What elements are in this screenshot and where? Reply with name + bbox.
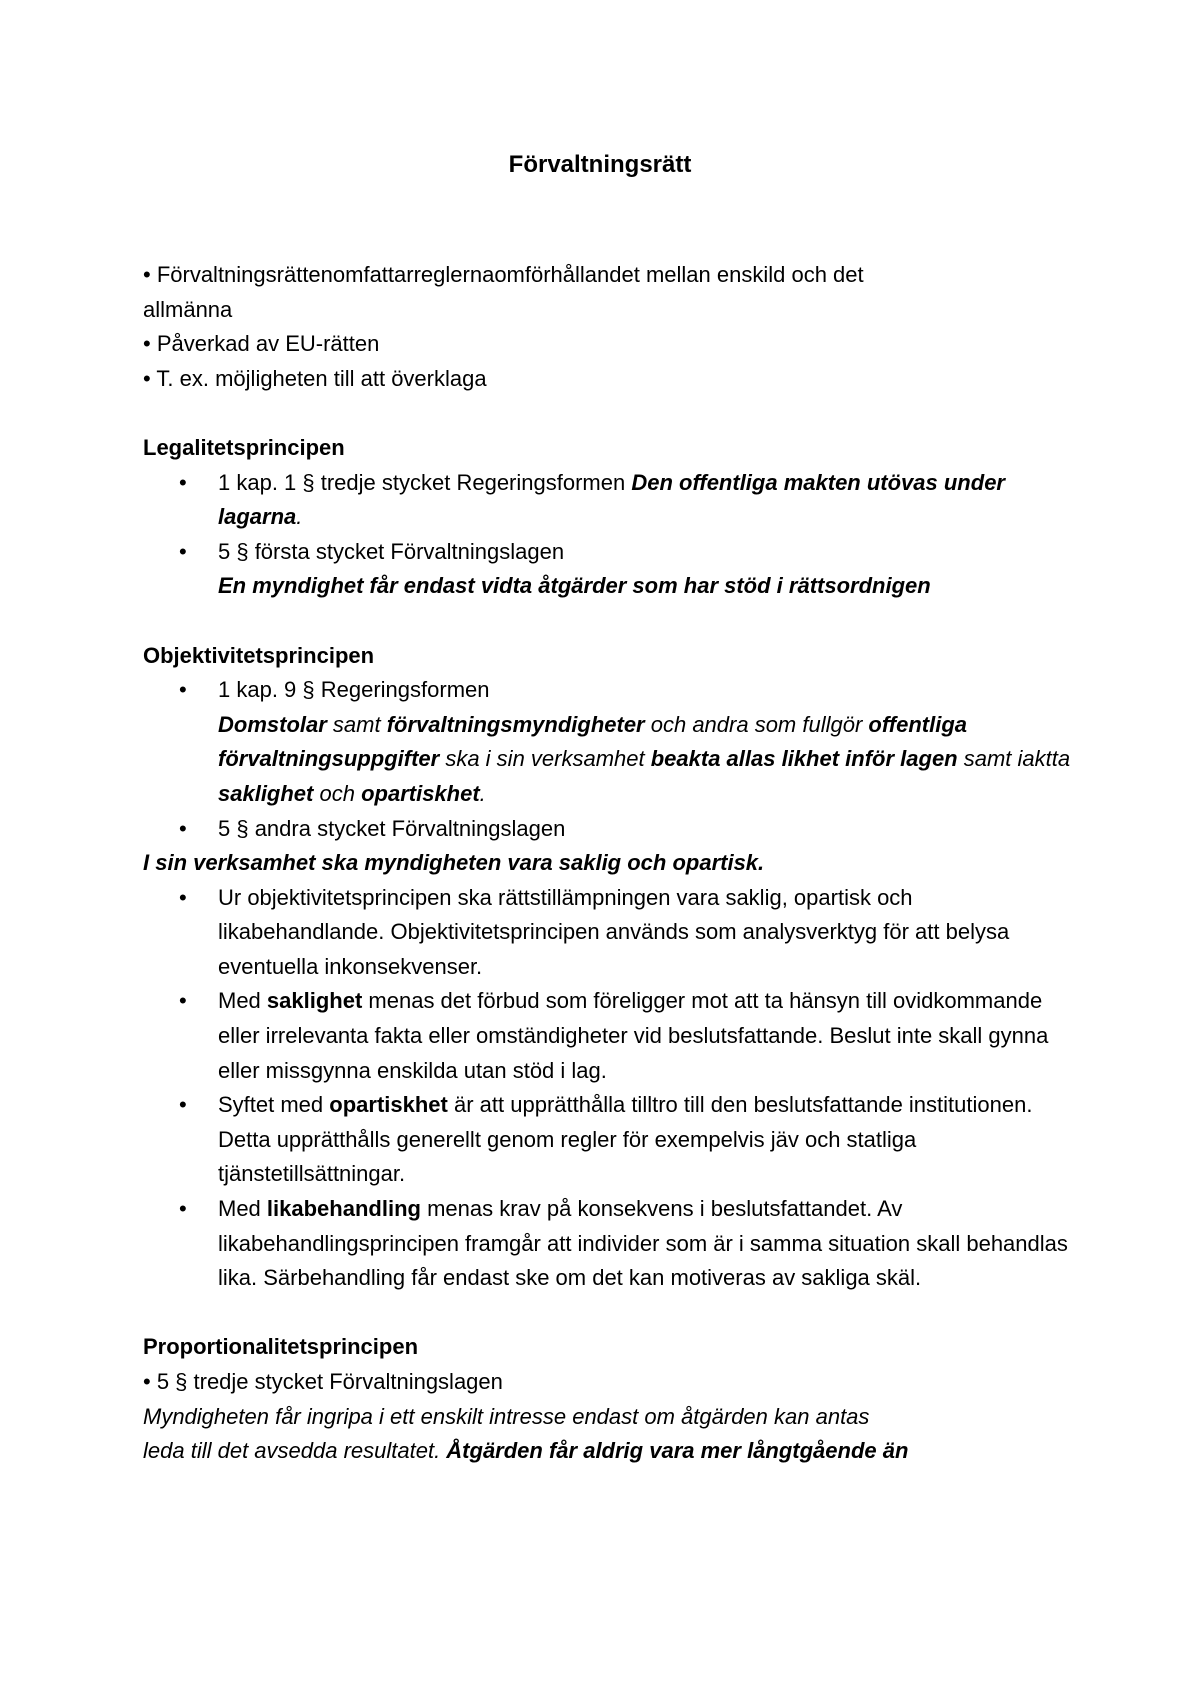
text: är att upprätthålla tilltro till den beslutsfattande institutionen. Detta upprätthålls generellt genom regler för exempelvis jäv och statliga tjänstetillsättningar. [218, 1092, 1033, 1187]
quote-emphasis: Domstolar [218, 711, 327, 737]
intro-line: allmänna [143, 296, 233, 322]
quote-text: . [479, 780, 486, 806]
quote-text: och andra som fullgör [644, 711, 869, 737]
quote-emphasis: saklighet [218, 780, 314, 806]
quote-text: samt iaktta [957, 746, 1071, 772]
document-body [143, 258, 1073, 1469]
statute-reference: 1 kap. 1 § tredje stycket Regeringsformen [218, 469, 632, 495]
list-item [143, 984, 1073, 1088]
list-item [143, 535, 1073, 604]
list-item [143, 1088, 1073, 1192]
statute-quote: Den offentliga makten utövas under lagarna [218, 469, 1005, 530]
quote-text: ska i sin verksamhet [439, 746, 651, 772]
quote-text: samt [326, 711, 387, 737]
intro-line: • T. ex. möjligheten till att överklaga [143, 365, 487, 391]
statute-reference: • 1 kap. 9 § Regeringsformen [218, 677, 490, 703]
quote-emphasis: opartiskhet [361, 780, 480, 806]
punctuation: . [296, 504, 303, 530]
statute-quote [143, 1434, 1073, 1469]
statute-quote: En myndighet får endast vidta åtgärder som har stöd i rättsordnigen [218, 573, 931, 599]
intro-line: • Förvaltningsrättenomfattarreglernaomförhållandet mellan enskild och det [143, 262, 864, 287]
statute-quote [218, 708, 1073, 812]
spacer [143, 396, 1073, 431]
statute-reference: • 5 § tredje stycket Förvaltningslagen [143, 1369, 503, 1394]
text: menas krav på konsekvens i beslutsfattandet. Av likabehandlingsprincipen framgår att individer som är i samma situation skall behandlas lika. Särbehandling får endast ske om det kan motiveras av sakliga skäl. [218, 1196, 1068, 1291]
spacer [143, 604, 1073, 639]
section-heading-objektivitet: Objektivitetsprincipen [143, 642, 375, 668]
key-term: likabehandling [266, 1196, 421, 1222]
spacer [143, 1296, 1073, 1331]
page-title: Förvaltningsrätt [508, 151, 692, 178]
quote-emphasis: offentliga förvaltningsuppgifter [218, 711, 967, 772]
text: Syftet med [218, 1092, 330, 1118]
legalitet-list [143, 466, 1073, 604]
key-term: saklighet [266, 988, 363, 1014]
objektivitet-explanation-list [143, 881, 1073, 1296]
text: Med [218, 1196, 267, 1222]
list-item [143, 1192, 1073, 1296]
intro-line: • Påverkad av EU-rätten [143, 331, 380, 357]
section-heading-proportionalitet: Proportionalitetsprincipen [143, 1334, 419, 1360]
objektivitet-list [143, 673, 1073, 846]
text: Med [218, 988, 267, 1014]
text: menas det förbud som föreligger mot att ta hänsyn till ovidkommande eller irrelevanta fakta eller omständigheter vid beslutsfattande. Beslut inte skall gynna eller missgynna enskilda utan stöd i lag. [218, 988, 1049, 1083]
list-item [143, 466, 1073, 535]
quote-emphasis: förvaltningsmyndigheter [386, 711, 645, 737]
section-heading-legalitet: Legalitetsprincipen [143, 434, 345, 460]
quote-emphasis: Åtgärden får aldrig vara mer långtgående än [446, 1438, 909, 1464]
key-term: opartiskhet [329, 1092, 448, 1118]
statute-quote: I sin verksamhet ska myndigheten vara saklig och opartisk. [143, 850, 765, 876]
list-item [143, 812, 1073, 847]
statute-reference: • 5 § första stycket Förvaltningslagen [218, 538, 565, 564]
statute-quote: Myndigheten får ingripa i ett enskilt intresse endast om åtgärden kan antas [143, 1403, 870, 1429]
quote-text: leda till det avsedda resultatet. [143, 1438, 447, 1464]
quote-emphasis: beakta allas likhet inför lagen [650, 746, 958, 772]
list-item: • Ur objektivitetsprincipen ska rättstillämpningen vara saklig, opartisk och likabehandlande. Objektivitetsprincipen används som analysverktyg för att belysa eventuella inkonsekvenser. [143, 881, 1073, 985]
quote-text: och [313, 780, 362, 806]
list-item [143, 673, 1073, 811]
statute-reference: 5 § andra stycket Förvaltningslagen [218, 815, 566, 841]
